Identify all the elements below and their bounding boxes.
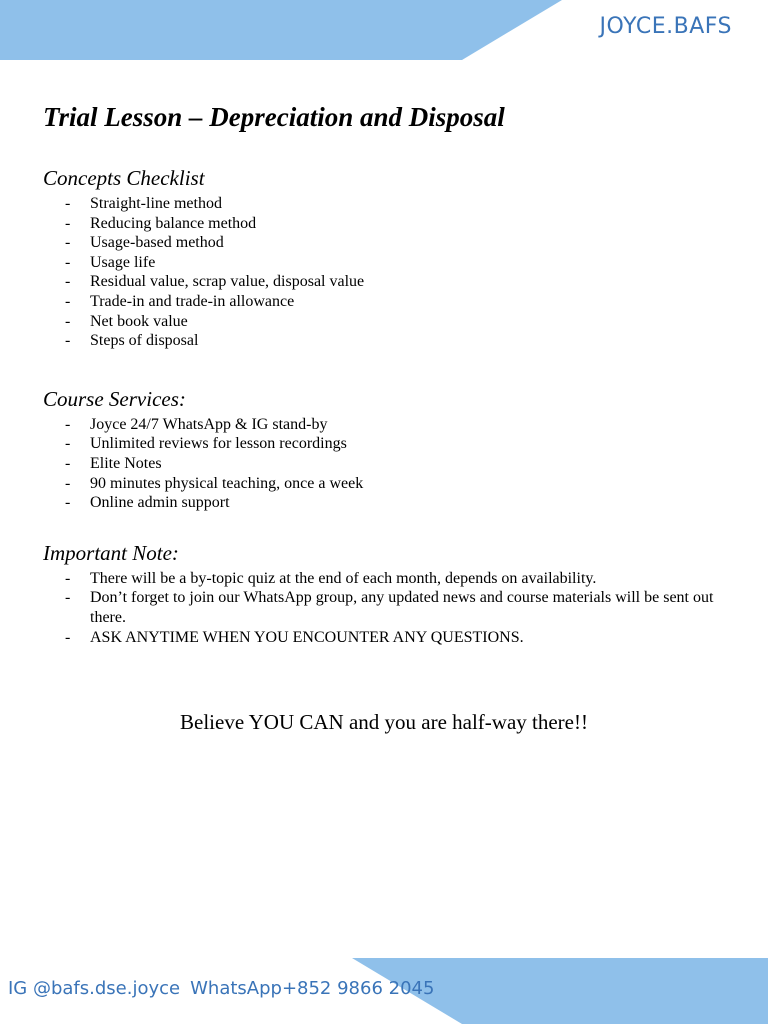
whatsapp-number[interactable]: WhatsApp+852 9866 2045	[190, 978, 435, 999]
concepts-checklist-heading: Concepts Checklist	[43, 166, 205, 190]
document-body	[43, 98, 733, 647]
list-item: - Reducing balance method	[65, 214, 257, 232]
list-item: - ASK ANYTIME WHEN YOU ENCOUNTER ANY QUESTIONS.	[65, 628, 524, 646]
dash-bullet: -	[65, 234, 71, 252]
dash-bullet: -	[65, 312, 71, 330]
important-note-heading: Important Note:	[43, 540, 179, 565]
dash-bullet: -	[65, 253, 71, 271]
dash-bullet: -	[65, 494, 71, 512]
brand-logo: JOYCE.BAFS	[599, 14, 732, 39]
list-item: - Usage-based method	[65, 234, 224, 252]
list-item: - Elite Notes	[65, 454, 162, 472]
dash-bullet: -	[65, 292, 71, 310]
dash-bullet: -	[65, 569, 71, 587]
footer-contact	[8, 978, 434, 999]
list-item: - Don’t forget to join our WhatsApp group, any updated news and course materials will be sent out there.	[65, 589, 714, 626]
important-note-list	[43, 569, 733, 647]
dash-bullet: -	[65, 273, 71, 291]
dash-bullet: -	[65, 589, 71, 607]
concepts-checklist	[43, 194, 733, 351]
list-item: - Residual value, scrap value, disposal value	[65, 273, 365, 291]
list-item: - Straight-line method	[65, 195, 222, 212]
dash-bullet: -	[65, 435, 71, 453]
list-item: - Online admin support	[65, 494, 230, 512]
list-item: - Net book value	[65, 312, 188, 330]
motto-quote: Believe YOU CAN and you are half-way there!!	[180, 710, 588, 734]
dash-bullet: -	[65, 332, 71, 350]
dash-bullet: -	[65, 474, 71, 492]
dash-bullet: -	[65, 454, 71, 472]
list-item: - 90 minutes physical teaching, once a week	[65, 474, 364, 492]
instagram-handle[interactable]: IG @bafs.dse.joyce	[8, 978, 181, 999]
course-services-heading: Course Services:	[43, 386, 186, 411]
list-item: - Unlimited reviews for lesson recordings	[65, 435, 347, 453]
list-item: - Usage life	[65, 253, 156, 271]
dash-bullet: -	[65, 415, 71, 433]
list-item: - There will be a by-topic quiz at the end of each month, depends on availability.	[65, 569, 597, 587]
page-title: Trial Lesson – Depreciation and Disposal	[43, 102, 505, 132]
dash-bullet: -	[65, 214, 71, 232]
dash-bullet: -	[65, 628, 71, 646]
list-item: - Joyce 24/7 WhatsApp & IG stand-by	[65, 415, 328, 433]
list-item: - Steps of disposal	[65, 332, 199, 350]
list-item: - Trade-in and trade-in allowance	[65, 292, 295, 310]
course-services-list	[43, 415, 733, 513]
dash-bullet: -	[65, 195, 71, 212]
